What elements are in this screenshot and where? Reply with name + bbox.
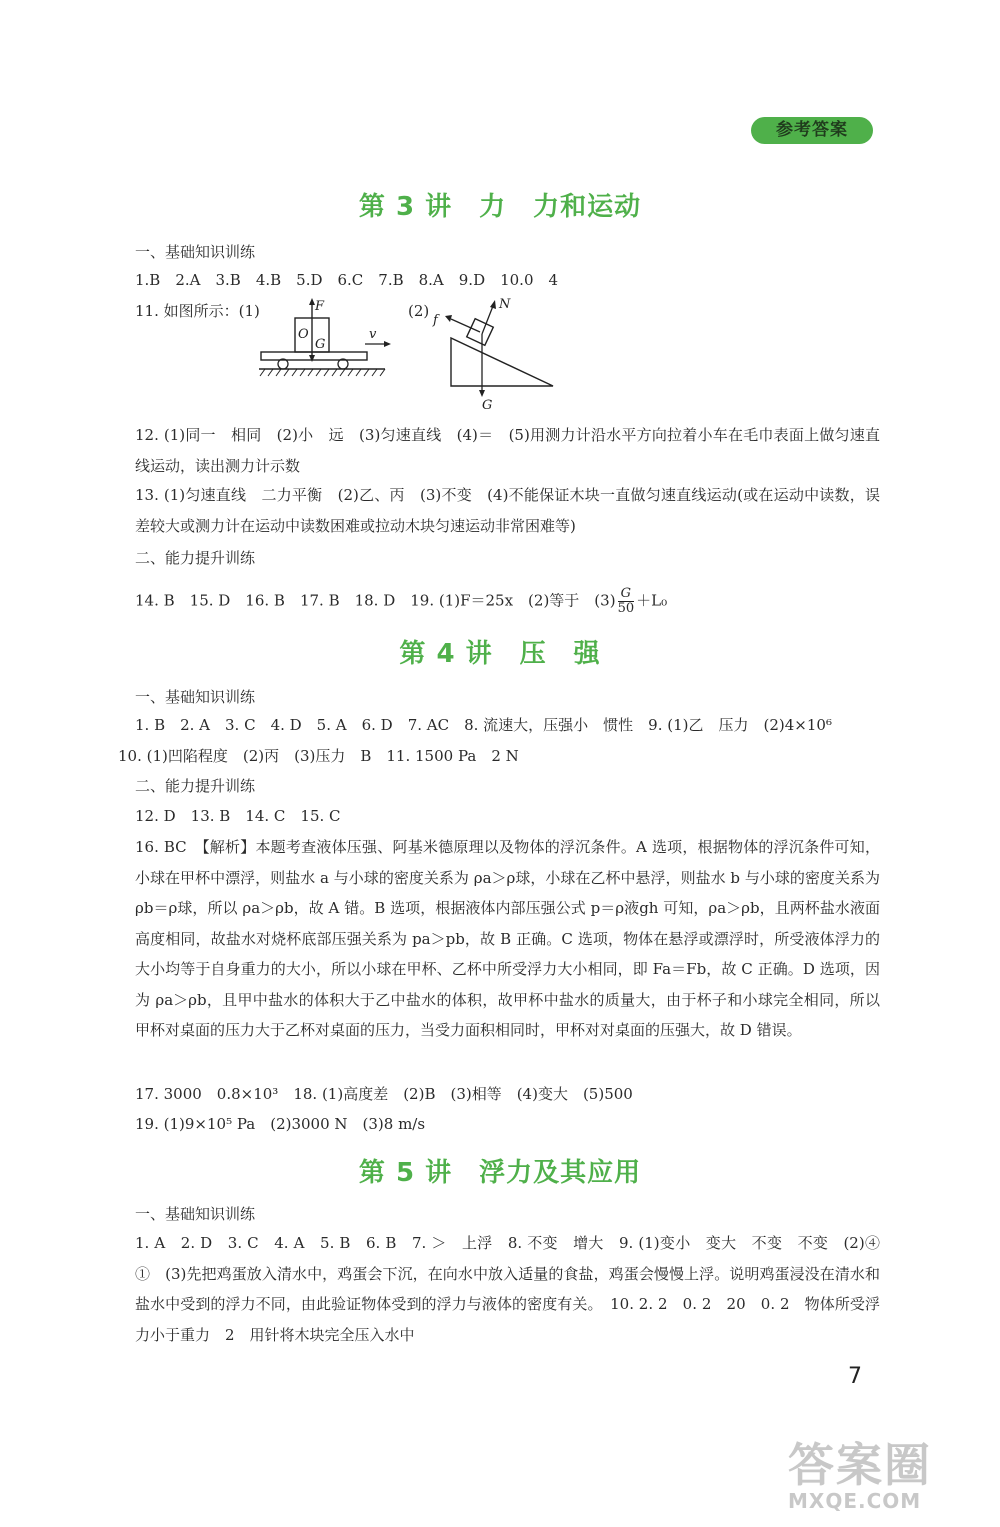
lecture4-answers-line10: 10. (1)凹陷程度 (2)丙 (3)压力 B 11. 1500 Pa 2 N: [118, 747, 519, 765]
lecture4-ability-heading: 二、能力提升训练: [135, 777, 256, 795]
q13-answer: 13. (1)匀速直线 二力平衡 (2)乙、丙 (3)不变 (4)不能保证木块一直做匀速直线运动(或在运动中读数，误差较大或测力计在运动中读数困难或拉动木块匀速运动非常困难等): [135, 486, 880, 535]
lecture3-title: 第 3 讲 力 力和运动: [358, 192, 642, 222]
lecture5-title: 第 5 讲 浮力及其应用: [358, 1158, 642, 1188]
lecture3-answers-line14: [135, 587, 667, 616]
velocity-arrow: [384, 341, 391, 347]
lecture3-answers-line1: 1.B 2.A 3.B 4.B 5.D 6.C 7.B 8.A 9.D 10.0 4: [135, 271, 559, 289]
normal-force-arrow: [490, 300, 496, 309]
friction-arrow: [445, 315, 452, 322]
line14-text: 14. B 15. D 16. B 17. B 18. D 19. (1)F＝25x (2)等于 (3): [135, 591, 616, 610]
q16-explanation: 16. BC 【解析】本题考查液体压强、阿基米德原理以及物体的浮沉条件。A 选项，根据物体的浮沉条件可知，小球在甲杯中漂浮，则盐水 a 与小球的密度关系为 ρa＞ρ球，小球在乙杯中悬浮，则盐水 b 与小球的密度关系为 ρb＝ρ球，所以 ρa＞ρb，故 A 错。B 选项，根据液体内部压强公式 p＝ρ液gh 可知，ρa＞ρb，且两杯盐水液面高度相同，故盐水对烧杯底部压强关系为 pa＞pb，故 B 正确。C 选项，物体在悬浮或漂浮时，所受液体浮力的大小均等于自身重力的大小，所以小球在甲杯、乙杯中所受浮力大小相同，即 Fa＝Fb，故 C 正确。D 选项，因为 ρa＞ρb，且甲中盐水的体积大于乙中盐水的体积，故甲杯中盐水的质量大，由于杯子和小球完全相同，所以甲杯对桌面的压力大于乙杯对桌面的压力，当受力面积相同时，甲杯对对桌面的压强大，故 D 错误。: [135, 838, 880, 1039]
incline-shape: [451, 338, 553, 386]
gravity-arrow-2: [479, 390, 485, 397]
label-g2: G: [482, 398, 493, 413]
fraction: [618, 587, 635, 616]
watermark-logo: [788, 1440, 988, 1512]
q11-part2-label: (2): [408, 302, 430, 320]
label-n: N: [499, 297, 511, 312]
lecture3-ability-heading: 二、能力提升训练: [135, 549, 256, 567]
q11-label: 11. 如图所示：(1): [135, 302, 260, 320]
watermark-en: MXQE.COM: [788, 1489, 922, 1513]
label-o: O: [298, 327, 309, 342]
page-number: 7: [848, 1364, 862, 1389]
force-diagram-incline: [425, 294, 560, 414]
label-v: v: [369, 327, 377, 342]
label-g: G: [315, 337, 326, 352]
fraction-denominator: 50: [617, 601, 635, 616]
gravity-arrow: [309, 355, 315, 362]
lecture4-answers-line19: 19. (1)9×10⁵ Pa (2)3000 N (3)8 m/s: [135, 1115, 426, 1133]
fraction-numerator: G: [618, 587, 635, 602]
lecture4-answers-line12: 12. D 13. B 14. C 15. C: [135, 807, 341, 825]
label-f: F: [315, 299, 325, 314]
watermark-cn: 答案圈: [788, 1438, 932, 1492]
force-diagram-cart: [255, 296, 395, 386]
q12-answer: 12. (1)同一 相同 (2)小 远 (3)匀速直线 (4)＝ (5)用测力计沿水平方向拉着小车在毛巾表面上做匀速直线运动，读出测力计示数: [135, 426, 880, 475]
lecture3-basic-heading: 一、基础知识训练: [135, 243, 256, 261]
lecture5-answers: 1. A 2. D 3. C 4. A 5. B 6. B 7. ＞ 上浮 8. 不变 增大 9. (1)变小 变大 不变 不变 (2)④ ① (3)先把鸡蛋放入清水中，鸡蛋会下沉，在向水中放入适量的食盐，鸡蛋会慢慢上浮。说明鸡蛋浸没在清水和盐水中受到的浮力不同，由此验证物体受到的浮力与液体的密度有关。 10. 2. 2 0. 2 20 0. 2 物体所受浮力小于重力 2 用针将木块完全压入水中: [135, 1234, 896, 1344]
answer-badge: 参考答案: [751, 117, 873, 144]
fraction-tail: ＋L₀: [636, 591, 668, 610]
lecture5-basic-heading: 一、基础知识训练: [135, 1205, 256, 1223]
lecture4-answers-line17: 17. 3000 0.8×10³ 18. (1)高度差 (2)B (3)相等 (4)变大 (5)500: [135, 1085, 633, 1103]
lecture4-title: 第 4 讲 压 强: [399, 639, 601, 669]
lecture4-answers-line1: 1. B 2. A 3. C 4. D 5. A 6. D 7. AC 8. 流速大，压强小 惯性 9. (1)乙 压力 (2)4×10⁶: [135, 716, 832, 734]
lecture4-basic-heading: 一、基础知识训练: [135, 688, 256, 706]
label-friction: f: [433, 313, 438, 328]
